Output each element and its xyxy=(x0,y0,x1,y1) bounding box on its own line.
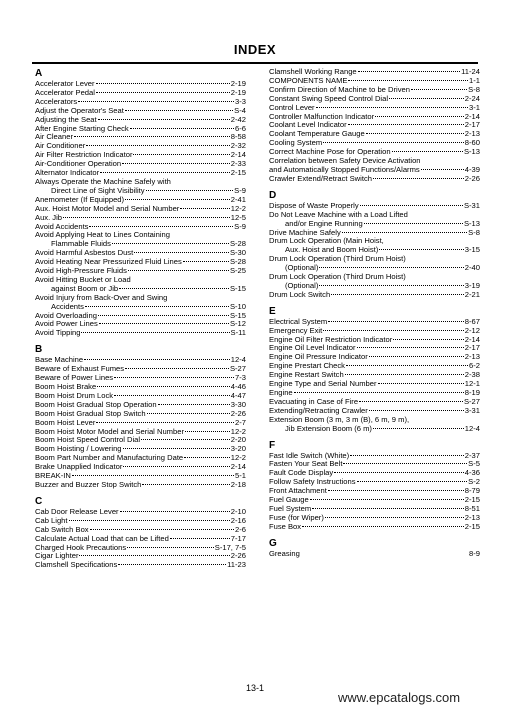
entry-title: Air Filter Restriction Indicator xyxy=(35,150,133,160)
leader-dots xyxy=(147,413,230,414)
entry-title: Avoid Harmful Asbestos Dust xyxy=(35,248,134,258)
index-entry xyxy=(269,291,480,300)
entry-page-ref: 2-7 xyxy=(235,417,246,427)
entry-page-ref: S-2 xyxy=(468,477,480,487)
entry-title: Fuse Box xyxy=(269,521,302,531)
leader-dots xyxy=(63,217,230,218)
leader-dots xyxy=(96,92,230,93)
leader-dots xyxy=(319,267,463,268)
leader-dots xyxy=(393,339,464,340)
entry-page-ref: 8-9 xyxy=(469,548,480,558)
entry-title: Coolant Temperature Gauge xyxy=(269,129,365,139)
entry-page-ref: S-8 xyxy=(468,227,480,237)
entry-title: Boom Hoist Motor Model and Serial Number xyxy=(35,426,184,436)
entry-title: Engine Oil Filter Restriction Indicator xyxy=(269,334,393,344)
entry-title: Accelerators xyxy=(35,96,78,106)
entry-page-ref: 11-23 xyxy=(227,560,246,570)
entry-page-ref: S-12 xyxy=(229,319,246,329)
leader-dots xyxy=(89,226,233,227)
entry-title: Cab Light xyxy=(35,515,68,525)
entry-page-ref: 8-58 xyxy=(230,132,246,142)
entry-title: Boom Part Number and Manufacturing Date xyxy=(35,453,184,463)
leader-dots xyxy=(369,410,464,411)
entry-page-ref: S-11 xyxy=(230,328,246,338)
entry-title: COMPONENTS NAME xyxy=(269,75,348,85)
entry-title: Beware of Power Lines xyxy=(35,373,114,383)
leader-dots xyxy=(98,119,230,120)
entry-page-ref: 3-15 xyxy=(464,245,480,255)
leader-dots xyxy=(158,404,230,405)
index-entry xyxy=(35,481,246,490)
entry-page-ref: S-30 xyxy=(229,248,246,258)
entry-title: Extending/Retracting Crawler xyxy=(269,405,368,415)
entry-title: Avoid Injury from Back-Over and Swing xyxy=(35,292,168,302)
leader-dots xyxy=(112,243,229,244)
entry-title: Fasten Your Seat Belt xyxy=(269,459,343,469)
entry-title: Direct Line of Sight Visibility xyxy=(51,185,145,195)
leader-dots xyxy=(411,89,467,90)
entry-title: Drum Lock Operation (Third Drum Hoist) xyxy=(269,272,406,282)
entry-title: Cab Switch Box xyxy=(35,524,89,534)
entry-title: Buzzer and Buzzer Stop Switch xyxy=(35,479,142,489)
leader-dots xyxy=(342,232,467,233)
leader-dots xyxy=(114,377,234,378)
leader-dots xyxy=(316,107,468,108)
entry-page-ref: 2-24 xyxy=(464,93,480,103)
entry-page-ref: 2-17 xyxy=(464,120,480,130)
leader-dots xyxy=(343,463,467,464)
entry-title: Accelerator Lever xyxy=(35,79,95,88)
entry-page-ref: S-4 xyxy=(234,105,246,115)
leader-dots xyxy=(345,374,464,375)
leader-dots xyxy=(114,395,230,396)
entry-page-ref: 4-39 xyxy=(464,164,480,174)
leader-dots xyxy=(96,422,234,423)
leader-dots xyxy=(134,252,229,253)
entry-page-ref: 2-17 xyxy=(464,343,480,353)
page-title: INDEX xyxy=(233,42,277,57)
entry-title: Alternator Indicator xyxy=(35,168,100,178)
entry-page-ref: S-5 xyxy=(468,459,480,469)
leader-dots xyxy=(100,172,230,173)
leader-dots xyxy=(130,128,234,129)
entry-title: Clamshell Specifications xyxy=(35,560,118,570)
entry-page-ref: 1-1 xyxy=(469,75,480,85)
entry-title: Base Machine xyxy=(35,355,84,365)
entry-title: Aux. Hoist and Boom Hoist) xyxy=(285,245,379,255)
entry-page-ref: S-27 xyxy=(229,364,246,374)
entry-page-ref: 12-4 xyxy=(464,423,480,433)
leader-dots xyxy=(84,359,230,360)
leader-dots xyxy=(378,383,464,384)
entry-page-ref: 2-13 xyxy=(464,129,480,139)
entry-page-ref: 7-17 xyxy=(230,533,246,543)
entry-title: Boom Hoist Gradual Stop Switch xyxy=(35,408,146,418)
leader-dots xyxy=(120,511,230,512)
leader-dots xyxy=(302,526,464,527)
entry-page-ref: 4-36 xyxy=(464,468,480,478)
leader-dots xyxy=(86,145,230,146)
leader-dots xyxy=(366,133,464,134)
entry-page-ref: S-28 xyxy=(229,239,246,249)
entry-page-ref: 2-13 xyxy=(464,352,480,362)
leader-dots xyxy=(128,270,229,271)
entry-title: Boom Hoist Lever xyxy=(35,417,96,427)
index-entry xyxy=(35,561,246,570)
leader-dots xyxy=(379,249,464,250)
leader-dots xyxy=(357,347,464,348)
entry-page-ref: S-15 xyxy=(229,283,246,293)
entry-title: and Automatically Stopped Functions/Alarms xyxy=(269,164,420,174)
entry-title: Confirm Direction of Machine to be Driven xyxy=(269,84,410,94)
leader-dots xyxy=(294,392,464,393)
entry-title: Correlation between Safety Device Activation xyxy=(269,156,421,166)
entry-title: Accelerator Pedal xyxy=(35,87,95,97)
entry-title: Fast Idle Switch (White) xyxy=(269,450,350,460)
entry-page-ref: 2-33 xyxy=(230,159,246,169)
entry-page-ref: 2-13 xyxy=(464,512,480,522)
leader-dots xyxy=(78,101,234,102)
entry-page-ref: 3-19 xyxy=(464,280,480,290)
leader-dots xyxy=(141,439,230,440)
leader-dots xyxy=(348,124,464,125)
entry-title: Aux. Jib xyxy=(35,212,63,222)
leader-dots xyxy=(312,508,464,509)
entry-page-ref: 3-1 xyxy=(469,102,480,112)
leader-dots xyxy=(125,110,233,111)
entry-title: Avoid Tipping xyxy=(35,328,81,338)
entry-title: Drum Lock Switch xyxy=(269,289,331,299)
entry-page-ref: 2-15 xyxy=(464,495,480,505)
entry-title: Clamshell Working Range xyxy=(269,67,357,76)
entry-page-ref: S-25 xyxy=(229,266,246,276)
entry-title: Avoid Heating Near Pressurized Fluid Lines xyxy=(35,257,182,267)
leader-dots xyxy=(146,190,234,191)
entry-title: Avoid High-Pressure Fluids xyxy=(35,266,127,276)
leader-dots xyxy=(74,136,230,137)
leader-dots xyxy=(346,365,468,366)
index-column-right xyxy=(269,68,480,559)
index-entry xyxy=(35,205,246,214)
leader-dots xyxy=(334,472,464,473)
entry-page-ref: 2-15 xyxy=(230,168,246,178)
entry-title: Engine xyxy=(269,388,293,397)
entry-page-ref: 5-1 xyxy=(235,471,246,481)
entry-title: Extension Boom (3 m, 3 m (B), 6 m, 9 m), xyxy=(269,414,410,424)
entry-title: Avoid Applying Heat to Lines Containing xyxy=(35,230,170,240)
leader-dots xyxy=(323,142,464,143)
leader-dots xyxy=(360,205,463,206)
leader-dots xyxy=(72,475,234,476)
leader-dots xyxy=(185,431,230,432)
entry-page-ref: S-8 xyxy=(468,84,480,94)
leader-dots xyxy=(375,116,464,117)
entry-page-ref: 2-37 xyxy=(464,450,480,460)
entry-page-ref: 8-67 xyxy=(464,316,480,326)
leader-dots xyxy=(118,564,226,565)
entry-page-ref: 6-2 xyxy=(469,361,480,371)
leader-dots xyxy=(364,223,463,224)
entry-page-ref: 12-1 xyxy=(464,379,480,389)
entry-title: Boom Hoist Drum Lock xyxy=(35,390,114,400)
entry-title: Electrical System xyxy=(269,316,328,326)
entry-page-ref: S-27 xyxy=(463,396,480,406)
entry-page-ref: S-9 xyxy=(234,185,246,195)
entry-title: Follow Safety Instructions xyxy=(269,477,356,487)
leader-dots xyxy=(373,178,464,179)
leader-dots xyxy=(369,356,464,357)
entry-title: (Optional) xyxy=(285,263,319,273)
leader-dots xyxy=(310,499,464,500)
entry-page-ref: 2-14 xyxy=(464,111,480,121)
leader-dots xyxy=(389,98,464,99)
leader-dots xyxy=(328,321,464,322)
index-entry xyxy=(269,380,480,389)
entry-page-ref: 2-26 xyxy=(230,551,246,561)
leader-dots xyxy=(97,386,230,387)
section-letter-a: A xyxy=(35,68,43,79)
entry-title: After Engine Starting Check xyxy=(35,123,129,133)
leader-dots xyxy=(358,71,460,72)
entry-title: Cab Door Release Lever xyxy=(35,506,119,516)
entry-page-ref: 2-21 xyxy=(464,289,480,299)
entry-title: Boom Hoist Speed Control Dial xyxy=(35,435,141,445)
entry-page-ref: 8-19 xyxy=(464,388,480,397)
index-entry xyxy=(269,550,480,559)
entry-page-ref: 8-51 xyxy=(464,503,480,513)
leader-dots xyxy=(90,529,234,530)
entry-page-ref: S-9 xyxy=(234,221,246,231)
entry-page-ref: 8-60 xyxy=(464,138,480,148)
entry-title: Cooling System xyxy=(269,138,323,148)
entry-title: Cigar Lighter xyxy=(35,551,79,561)
entry-page-ref: 2-18 xyxy=(230,479,246,489)
entry-page-ref: 7-3 xyxy=(235,373,246,383)
leader-dots xyxy=(142,484,229,485)
section-letter-f: F xyxy=(269,439,276,451)
entry-title: Fuel System xyxy=(269,503,312,513)
entry-title: Boom Hoist Gradual Stop Operation xyxy=(35,399,157,409)
entry-page-ref: 4-47 xyxy=(230,390,246,400)
entry-title: Avoid Hitting Bucket or Load xyxy=(35,274,131,284)
leader-dots xyxy=(125,368,229,369)
entry-page-ref: 2-19 xyxy=(230,79,246,88)
entry-title: Engine Type and Serial Number xyxy=(269,379,377,389)
leader-dots xyxy=(127,547,214,548)
entry-page-ref: S-13 xyxy=(463,218,480,228)
entry-title: Charged Hook Precautions xyxy=(35,542,127,552)
leader-dots xyxy=(392,151,463,152)
entry-page-ref: 12-2 xyxy=(230,203,246,213)
entry-title: Control Lever xyxy=(269,102,315,112)
entry-page-ref: 3-3 xyxy=(235,96,246,106)
entry-page-ref: 2-38 xyxy=(464,370,480,380)
entry-title: Controller Malfunction Indicator xyxy=(269,111,375,121)
entry-title: Emergency Exit xyxy=(269,325,323,335)
entry-title: Engine Oil Level Indicator xyxy=(269,343,356,353)
entry-page-ref: 2-14 xyxy=(464,334,480,344)
entry-page-ref: 12-2 xyxy=(230,453,246,463)
leader-dots xyxy=(328,490,464,491)
leader-dots xyxy=(119,288,229,289)
entry-page-ref: 2-16 xyxy=(230,515,246,525)
leader-dots xyxy=(180,208,229,209)
index-entry xyxy=(269,425,480,434)
leader-dots xyxy=(125,199,230,200)
entry-title: Front Attachment xyxy=(269,486,327,496)
leader-dots xyxy=(183,261,229,262)
entry-page-ref: 8-79 xyxy=(464,486,480,496)
entry-page-ref: 2-41 xyxy=(230,194,246,204)
entry-title: Fault Code Display xyxy=(269,468,334,478)
entry-title: and/or Engine Running xyxy=(285,218,363,228)
leader-dots xyxy=(331,294,464,295)
entry-page-ref: 2-14 xyxy=(230,462,246,472)
entry-page-ref: 3-31 xyxy=(464,405,480,415)
leader-dots xyxy=(357,481,468,482)
entry-title: Fuel Gauge xyxy=(269,495,309,505)
entry-page-ref: 2-26 xyxy=(464,173,480,183)
entry-title: (Optional) xyxy=(285,280,319,290)
entry-title: Engine Prestart Check xyxy=(269,361,345,371)
entry-title: Engine Restart Switch xyxy=(269,370,344,380)
entry-page-ref: 12-2 xyxy=(230,426,246,436)
entry-page-ref: 3-30 xyxy=(230,399,246,409)
entry-page-ref: 4-46 xyxy=(230,382,246,391)
leader-dots xyxy=(359,401,463,402)
entry-title: Anemometer (If Equipped) xyxy=(35,194,125,204)
leader-dots xyxy=(98,315,229,316)
entry-title: Evacuating in Case of Fire xyxy=(269,396,359,406)
leader-dots xyxy=(170,538,230,539)
entry-page-ref: 12-5 xyxy=(230,212,246,222)
entry-page-ref: 6-6 xyxy=(235,123,246,133)
leader-dots xyxy=(325,517,464,518)
entry-page-ref: 2-40 xyxy=(464,263,480,273)
entry-page-ref: 2-10 xyxy=(230,506,246,516)
entry-title: Drum Lock Operation (Third Drum Hoist) xyxy=(269,254,406,264)
title-divider xyxy=(32,62,478,64)
leader-dots xyxy=(133,154,229,155)
entry-page-ref: 2-14 xyxy=(230,150,246,160)
leader-dots xyxy=(421,169,464,170)
entry-page-ref: 2-19 xyxy=(230,87,246,97)
entry-title: Greasing xyxy=(269,548,300,558)
section-letter-b: B xyxy=(35,344,43,356)
section-letter-d: D xyxy=(269,189,277,201)
entry-title: Dispose of Waste Properly xyxy=(269,200,359,210)
entry-title: Constant Swing Speed Control Dial xyxy=(269,93,389,103)
entry-page-ref: 11-24 xyxy=(461,67,480,76)
entry-page-ref: 2-26 xyxy=(230,408,246,418)
entry-title: Aux. Hoist Motor Model and Serial Number xyxy=(35,203,180,213)
entry-title: Air Conditioner xyxy=(35,141,86,151)
entry-title: Brake Unapplied Indicator xyxy=(35,462,123,472)
entry-title: Jib Extension Boom (6 m) xyxy=(285,423,372,433)
entry-page-ref: 2-20 xyxy=(230,435,246,445)
entry-title: against Boom or Jib xyxy=(51,283,119,293)
entry-page-ref: S-17, 7-5 xyxy=(214,542,246,552)
leader-dots xyxy=(99,323,229,324)
section-letter-c: C xyxy=(35,495,43,507)
page-number: 13-1 xyxy=(245,683,264,693)
entry-title: Adjust the Operator's Seat xyxy=(35,105,124,115)
entry-title: Air Cleaner xyxy=(35,132,73,142)
entry-title: Avoid Accidents xyxy=(35,221,89,231)
entry-title: Coolant Level Indicator xyxy=(269,120,347,130)
entry-page-ref: 12-4 xyxy=(230,355,246,365)
entry-page-ref: 2-15 xyxy=(464,521,480,531)
index-entry xyxy=(35,329,246,338)
entry-title: Accidents xyxy=(51,301,84,311)
leader-dots xyxy=(123,448,230,449)
entry-title: Correct Machine Pose for Operation xyxy=(269,147,391,157)
entry-page-ref: S-10 xyxy=(229,301,246,311)
entry-title: Drum Lock Operation (Main Hoist, xyxy=(269,236,384,246)
entry-title: Fuse (for Wiper) xyxy=(269,512,324,522)
entry-title: Avoid Power Lines xyxy=(35,319,98,329)
leader-dots xyxy=(319,285,463,286)
leader-dots xyxy=(69,520,230,521)
leader-dots xyxy=(373,428,464,429)
entry-page-ref: S-15 xyxy=(229,310,246,320)
entry-title: Crawler Extend/Retract Switch xyxy=(269,173,372,183)
entry-title: BREAK-IN xyxy=(35,471,71,481)
entry-title: Beware of Exhaust Fumes xyxy=(35,364,125,374)
leader-dots xyxy=(122,163,230,164)
entry-title: Air-Conditioner Operation xyxy=(35,159,122,169)
entry-page-ref: S-28 xyxy=(229,257,246,267)
entry-page-ref: S-31 xyxy=(463,200,480,210)
entry-title: Always Operate the Machine Safely with xyxy=(35,176,171,186)
leader-dots xyxy=(323,330,464,331)
entry-title: Drive Machine Safely xyxy=(269,227,341,237)
leader-dots xyxy=(85,306,229,307)
entry-page-ref: 2-12 xyxy=(464,325,480,335)
entry-page-ref: 2-42 xyxy=(230,114,246,124)
leader-dots xyxy=(350,455,464,456)
entry-title: Boom Hoisting / Lowering xyxy=(35,444,122,454)
entry-title: Avoid Overloading xyxy=(35,310,97,320)
index-entry xyxy=(269,523,480,532)
entry-page-ref: S-13 xyxy=(463,147,480,157)
leader-dots xyxy=(81,332,229,333)
leader-dots xyxy=(96,83,230,84)
entry-title: Boom Hoist Brake xyxy=(35,382,97,391)
section-letter-e: E xyxy=(269,305,276,317)
entry-title: Flammable Fluids xyxy=(51,239,111,249)
section-letter-g: G xyxy=(269,537,277,549)
entry-title: Engine Oil Pressure Indicator xyxy=(269,352,368,362)
leader-dots xyxy=(348,80,468,81)
entry-title: Do Not Leave Machine with a Load Lifted xyxy=(269,209,408,219)
entry-page-ref: 2-32 xyxy=(230,141,246,151)
entry-title: Adjusting the Seat xyxy=(35,114,97,124)
leader-dots xyxy=(79,555,229,556)
index-column-left xyxy=(35,68,246,570)
entry-page-ref: 2-6 xyxy=(235,524,246,534)
leader-dots xyxy=(184,457,230,458)
index-entry xyxy=(269,175,480,184)
entry-title: Calculate Actual Load that can be Lifted xyxy=(35,533,169,543)
watermark: www.epcatalogs.com xyxy=(338,690,461,705)
leader-dots xyxy=(123,466,229,467)
entry-page-ref: 3-20 xyxy=(230,444,246,454)
